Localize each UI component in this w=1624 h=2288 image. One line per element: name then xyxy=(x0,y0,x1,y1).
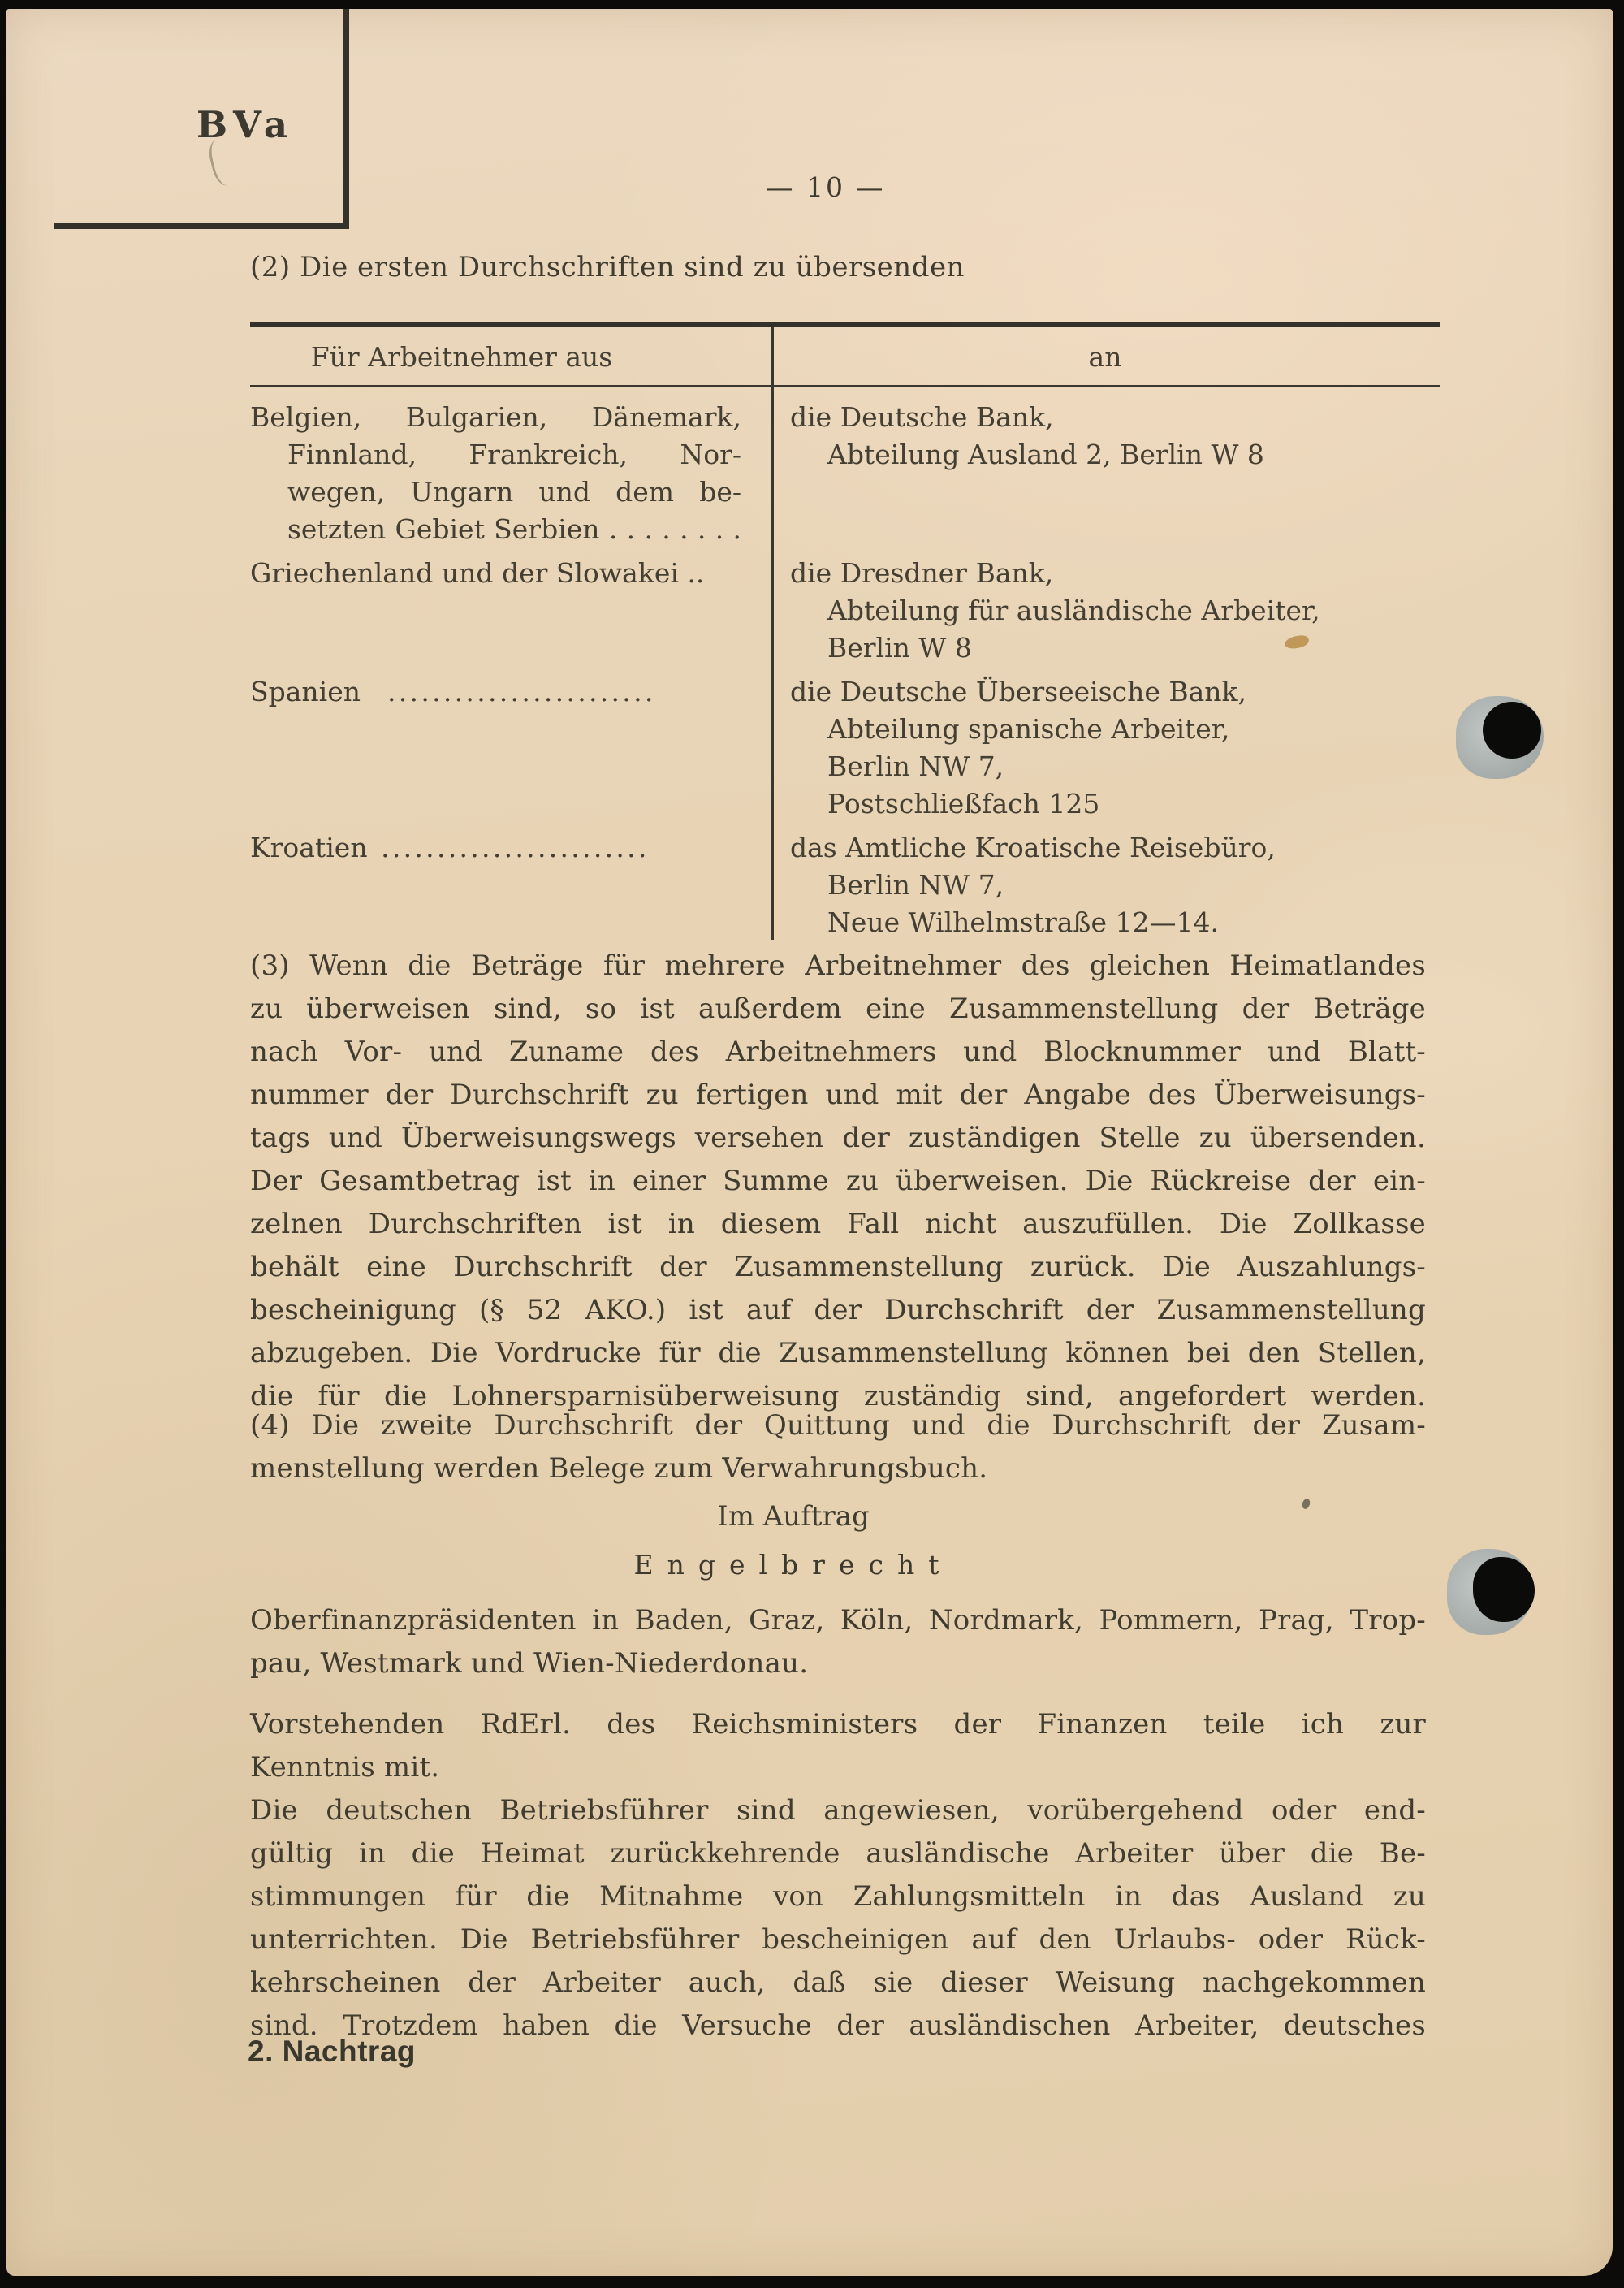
text-line: pau, Westmark und Wien-Niederdonau. xyxy=(250,1647,809,1680)
corner-label: BVa xyxy=(197,103,293,146)
text-line: Kroatien . . . . . . . . . . . . . . . . . . . . . . . . xyxy=(250,832,647,863)
hole-punch-top xyxy=(1483,702,1541,759)
table-body xyxy=(250,387,1440,945)
table-cell-from xyxy=(250,673,771,823)
table-cell-to xyxy=(771,399,1440,548)
text-line: Abteilung spanische Arbeiter, xyxy=(827,713,1230,745)
text-line: Oberfinanzpräsidenten in Baden, Graz, Köln, Nordmark, Pommern, Prag, Trop- xyxy=(250,1604,1426,1637)
text-line: Der Gesamtbetrag ist in einer Summe zu überweisen. Die Rückreise der ein- xyxy=(250,1165,1426,1197)
text-line: Spanien . . . . . . . . . . . . . . . . . . . . . . . . xyxy=(250,676,654,707)
table-cell-to xyxy=(771,829,1440,941)
text-line: zu überweisen sind, so ist außerdem eine Zusammenstellung der Beträge xyxy=(250,993,1426,1025)
text-line: (4) Die zweite Durchschrift der Quittung und die Durchschrift der Zusam- xyxy=(250,1409,1426,1442)
section-2-heading: (2) Die ersten Durchschriften sind zu übersenden xyxy=(250,251,965,283)
text-line: Finnland, Frankreich, Nor- xyxy=(287,439,741,470)
text-line: Neue Wilhelmstraße 12—14. xyxy=(827,906,1219,938)
text-line: Kenntnis mit. xyxy=(250,1751,440,1784)
text-line: unterrichten. Die Betriebsführer bescheinigen auf den Urlaubs- oder Rück- xyxy=(250,1923,1426,1956)
hole-punch-bottom xyxy=(1473,1557,1535,1622)
scanned-document-page xyxy=(6,9,1613,2276)
text-line: die Dresdner Bank, xyxy=(790,557,1054,589)
text-line: die Deutsche Überseeische Bank, xyxy=(790,676,1247,707)
text-line: zelnen Durchschriften ist in diesem Fall nicht auszufüllen. Die Zollkasse xyxy=(250,1208,1426,1240)
table-cell-from xyxy=(250,399,771,548)
recipient-table xyxy=(250,322,1440,945)
text-line: Vorstehenden RdErl. des Reichsministers der Finanzen teile ich zur xyxy=(250,1708,1426,1741)
paragraph-3 xyxy=(250,945,1426,1418)
text-line: Die deutschen Betriebsführer sind angewiesen, vorübergehend oder end- xyxy=(250,1794,1426,1827)
column-header-from: Für Arbeitnehmer aus xyxy=(310,341,613,373)
text-line: stimmungen für die Mitnahme von Zahlungsmitteln in das Ausland zu xyxy=(250,1880,1426,1913)
text-line: Berlin W 8 xyxy=(827,632,972,664)
column-header-to: an xyxy=(1088,341,1122,373)
transmittal-note xyxy=(250,1703,1426,1789)
paragraph-4 xyxy=(250,1404,1426,1490)
table-cell-to xyxy=(771,673,1440,823)
text-line: wegen, Ungarn und dem be- xyxy=(287,476,741,508)
text-line: abzugeben. Die Vordrucke für die Zusammenstellung können bei den Stellen, xyxy=(250,1337,1426,1369)
text-line: das Amtliche Kroatische Reisebüro, xyxy=(790,832,1276,863)
text-line: die Deutsche Bank, xyxy=(790,401,1054,433)
table-header-row xyxy=(250,327,1440,387)
text-line: tags und Überweisungswegs versehen der zuständigen Stelle zu übersenden. xyxy=(250,1122,1426,1154)
text-line: sind. Trotzdem haben die Versuche der ausländischen Arbeiter, deutsches xyxy=(250,2009,1426,2042)
text-line: die für die Lohnersparnisüberweisung zuständig sind, angefordert werden. xyxy=(250,1380,1426,1412)
text-line: Abteilung für ausländische Arbeiter, xyxy=(827,595,1320,626)
table-column-divider xyxy=(771,327,774,940)
text-line: Belgien, Bulgarien, Dänemark, xyxy=(250,401,741,433)
page-number: — 10 — xyxy=(766,171,886,203)
table-cell-to xyxy=(771,555,1440,667)
text-line: gültig in die Heimat zurückkehrende ausländische Arbeiter über die Be- xyxy=(250,1837,1426,1870)
table-cell-from xyxy=(250,555,771,667)
text-line: Berlin NW 7, xyxy=(827,750,1004,782)
text-line: Griechenland und der Slowakei .. xyxy=(250,557,705,589)
table-row-griechenland xyxy=(250,555,1440,667)
text-line: nummer der Durchschrift zu fertigen und mit der Angabe des Überweisungs- xyxy=(250,1079,1426,1111)
betriebsfuehrer-paragraph xyxy=(250,1789,1426,2048)
text-line: kehrscheinen der Arbeiter auch, daß sie dieser Weisung nachgekommen xyxy=(250,1966,1426,1999)
table-row-kroatien xyxy=(250,829,1440,941)
text-line: nach Vor- und Zuname des Arbeitnehmers und Blocknummer und Blatt- xyxy=(250,1036,1426,1068)
text-line: (3) Wenn die Beträge für mehrere Arbeitnehmer des gleichen Heimatlandes xyxy=(250,949,1426,982)
text-line: Postschließfach 125 xyxy=(827,788,1100,820)
distribution-list xyxy=(250,1599,1426,1685)
table-row-belgien xyxy=(250,399,1440,548)
im-auftrag-line: Im Auftrag xyxy=(717,1500,870,1533)
corner-box-horizontal-rule xyxy=(54,223,349,229)
text-line: bescheinigung (§ 52 AKO.) ist auf der Durchschrift der Zusammenstellung xyxy=(250,1294,1426,1326)
table-row-spanien xyxy=(250,673,1440,823)
text-line: menstellung werden Belege zum Verwahrungsbuch. xyxy=(250,1452,988,1485)
text-line: setzten Gebiet Serbien . . . . . . . . xyxy=(287,513,741,545)
table-cell-from xyxy=(250,829,771,941)
text-line: Abteilung Ausland 2, Berlin W 8 xyxy=(827,439,1264,470)
text-line: behält eine Durchschrift der Zusammenstellung zurück. Die Auszahlungs- xyxy=(250,1251,1426,1283)
text-line: Berlin NW 7, xyxy=(827,869,1004,901)
footer-supplement-label: 2. Nachtrag xyxy=(248,2035,417,2068)
signature-name: Engelbrecht xyxy=(633,1549,953,1581)
